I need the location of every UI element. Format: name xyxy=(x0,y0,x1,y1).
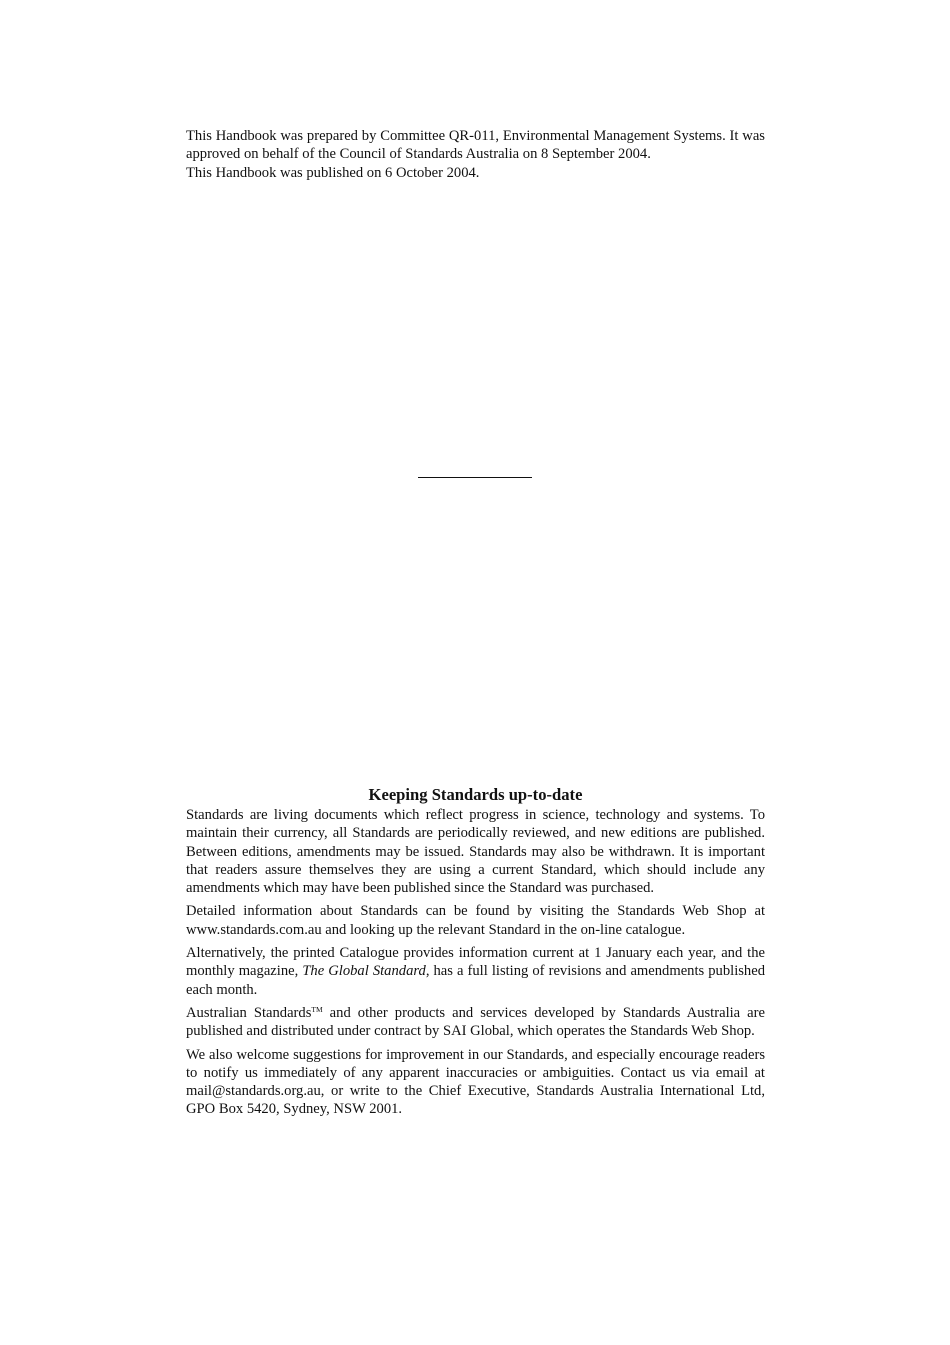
paragraph-suggestions: We also welcome suggestions for improvement in our Standards, and especially encourage readers to notify us immediately of any apparent inaccuracies or ambiguities. Contact us via email at mail@standards.org.au, or write to the Chief Executive, Standards Australia International Ltd, GPO Box 5420, Sydney, NSW 2001. xyxy=(186,1046,765,1118)
publication-date-statement: This Handbook was published on 6 October 2004. xyxy=(186,164,480,181)
keeping-standards-section xyxy=(186,785,765,1124)
sai-global-text: and other products and services developed by Standards Australia are published and distributed under contract by SAI Global, which operates the Standards Web Shop. xyxy=(186,1004,766,1040)
australian-standards-text: Australian Standards xyxy=(186,1004,312,1021)
paragraph-catalogue xyxy=(186,944,765,999)
catalogue-text-start: Alternatively, the printed Catalogue provides information current at 1 January each year, and the monthly magazine, xyxy=(186,945,765,980)
section-title: Keeping Standards up-to-date xyxy=(368,785,583,804)
catalogue-text-end: , has a full listing of revisions and amendments published each month. xyxy=(186,963,765,998)
preparation-notice xyxy=(186,127,765,182)
paragraph-web-shop: Detailed information about Standards can be found by visiting the Standards Web Shop at www.standards.com.au and looking up the relevant Standard in the on-line catalogue. xyxy=(186,903,765,938)
horizontal-rule xyxy=(418,477,532,478)
trademark-mark: TM xyxy=(311,1004,323,1014)
magazine-title: The Global Standard xyxy=(302,963,426,980)
approval-statement: This Handbook was prepared by Committee QR-011, Environmental Management Systems. It was approved on behalf of the Council of Standards Australia on 8 September 2004. xyxy=(186,128,765,163)
paragraph-living-documents: Standards are living documents which reflect progress in science, technology and systems. To maintain their currency, all Standards are periodically reviewed, and new editions are published. Between editions, amendments may be issued. Standards may also be withdrawn. It is important that readers assure themselves they are using a current Standard, which should include any amendments which may have been published since the Standard was purchased. xyxy=(186,807,765,897)
paragraph-sai-global xyxy=(186,1004,765,1041)
